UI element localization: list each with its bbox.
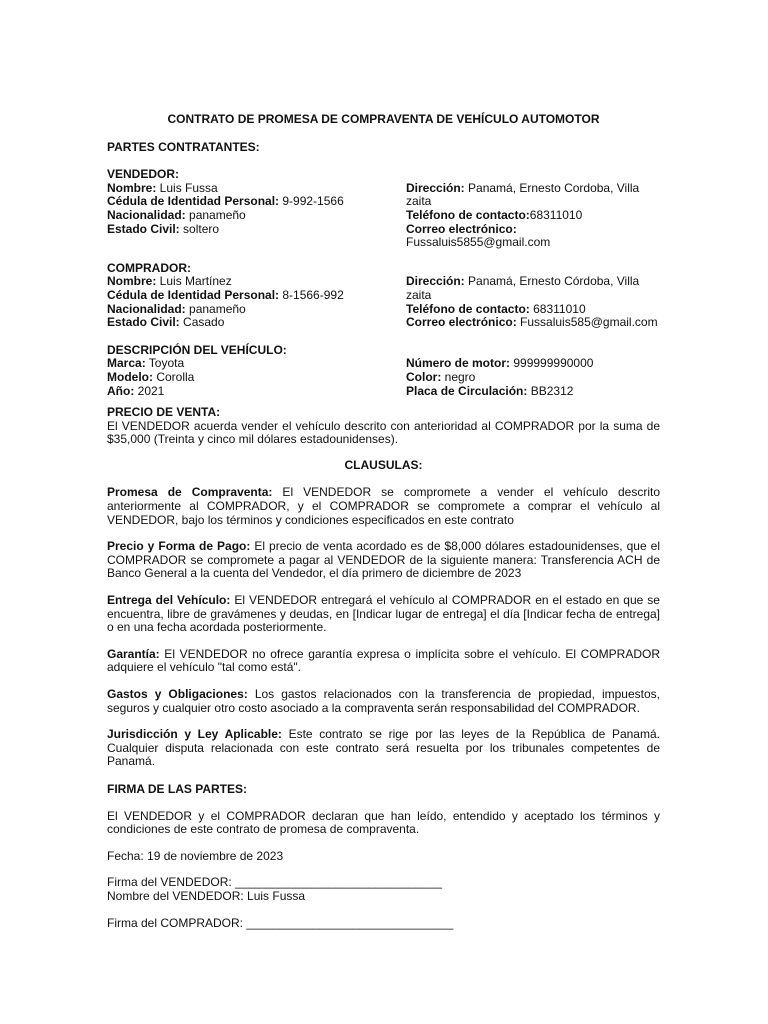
seller-civil-status: Estado Civil: soltero <box>107 221 220 236</box>
buyer-right-column <box>406 262 660 330</box>
seller-email-label: Correo electrónico: <box>406 221 517 236</box>
seller-right-column <box>406 168 660 250</box>
vehicle-right-column <box>406 344 660 398</box>
vehicle-brand: Marca: Toyota <box>107 356 185 371</box>
buyer-nationality: Nacionalidad: panameño <box>107 301 246 316</box>
vehicle-year: Año: 2021 <box>107 383 165 398</box>
price-heading: PRECIO DE VENTA: <box>107 405 221 420</box>
seller-left-column <box>107 168 406 250</box>
buyer-signature-line: Firma del COMPRADOR: _______________________________ <box>107 915 454 930</box>
clause-vehicle-delivery: Entrega del Vehículo: El VENDEDOR entregará el vehículo al COMPRADOR en el estado en que se encuentra, libre de gravámenes y deudas, en [Indicar lugar de entrega] el día [Indicar fecha de entrega] o en una fecha acordada posteriormente. <box>107 593 660 635</box>
vehicle-engine: Número de motor: 999999990000 <box>406 356 594 371</box>
signatures-statement: El VENDEDOR y el COMPRADOR declaran que han leído, entendido y aceptado los términos y condiciones de este contrato de promesa de compraventa. <box>107 808 660 837</box>
buyer-civil-status: Estado Civil: Casado <box>107 315 225 330</box>
buyer-name: Nombre: Luis Martínez <box>107 274 232 289</box>
buyer-left-column <box>107 262 406 330</box>
clause-purchase-promise: Promesa de Compraventa: El VENDEDOR se compromete a vender el vehículo descrito anteriormente al COMPRADOR, y el COMPRADOR se compromete a comprar el vehículo al VENDEDOR, bajo los términos y condiciones especificados en este contrato <box>107 485 661 527</box>
buyer-address: Dirección: Panamá, Ernesto Córdoba, Villa zaita <box>406 274 640 302</box>
seller-signature-line: Firma del VENDEDOR: _______________________________ <box>107 875 442 890</box>
contract-date: Fecha: 19 de noviembre de 2023 <box>107 848 284 863</box>
seller-block <box>107 168 660 250</box>
vehicle-model: Modelo: Corolla <box>107 369 195 384</box>
price-text: El VENDEDOR acuerda vender el vehículo descrito con anterioridad al COMPRADOR por la suma de $35,000 (Treinta y cinco mil dólares estadounidenses). <box>107 418 660 447</box>
parties-heading: PARTES CONTRATANTES: <box>107 139 260 154</box>
seller-name: Nombre: Luis Fussa <box>107 180 218 195</box>
clause-warranty: Garantía: El VENDEDOR no ofrece garantía expresa o implícita sobre el vehículo. El COMPRADOR adquiere el vehículo "tal como está". <box>107 646 660 675</box>
seller-heading: VENDEDOR: <box>107 167 180 182</box>
seller-email: Fussaluis5855@gmail.com <box>406 235 551 250</box>
vehicle-heading: DESCRIPCIÓN DEL VEHÍCULO: <box>107 342 287 357</box>
clause-expenses: Gastos y Obligaciones: Los gastos relacionados con la transferencia de propiedad, impuestos, seguros y cualquier otro costo asociado a la compraventa serán responsabilidad del COMPRADOR. <box>107 687 660 715</box>
clauses-heading: CLAUSULAS: <box>344 457 423 472</box>
contract-body <box>107 113 660 930</box>
vehicle-color: Color: negro <box>406 369 476 384</box>
document-title: CONTRATO DE PROMESA DE COMPRAVENTA DE VEHÍCULO AUTOMOTOR <box>167 112 600 126</box>
seller-signature-name: Nombre del VENDEDOR: Luis Fussa <box>107 888 306 903</box>
buyer-id: Cédula de Identidad Personal: 8-1566-992 <box>107 287 344 302</box>
buyer-heading: COMPRADOR: <box>107 260 191 275</box>
clause-jurisdiction: Jurisdicción y Ley Aplicable: Este contrato se rige por las leyes de la República de Panamá. Cualquier disputa relacionada con este contrato será resuelta por los tribunales competentes de Panamá. <box>107 727 660 769</box>
vehicle-block <box>107 344 660 398</box>
signatures-heading: FIRMA DE LAS PARTES: <box>107 781 247 796</box>
seller-id: Cédula de Identidad Personal: 9-992-1566 <box>107 194 344 209</box>
vehicle-plate: Placa de Circulación: BB2312 <box>406 383 574 398</box>
clause-price-payment: Precio y Forma de Pago: El precio de venta acordado es de $8,000 dólares estadounidenses, que el COMPRADOR se compromete a pagar al VENDEDOR de la siguiente manera: Transferencia ACH de Banco General a la cuenta del Vendedor, el día primero de diciembre de 2023 <box>107 539 660 581</box>
buyer-block <box>107 262 660 330</box>
seller-phone: Teléfono de contacto:68311010 <box>406 207 583 222</box>
seller-nationality: Nacionalidad: panameño <box>107 207 246 222</box>
vehicle-left-column <box>107 344 406 398</box>
buyer-phone: Teléfono de contacto: 68311010 <box>406 301 586 316</box>
buyer-email: Correo electrónico: Fussaluis585@gmail.com <box>406 315 658 330</box>
seller-address: Dirección: Panamá, Ernesto Cordoba, Villa zaita <box>406 180 640 209</box>
